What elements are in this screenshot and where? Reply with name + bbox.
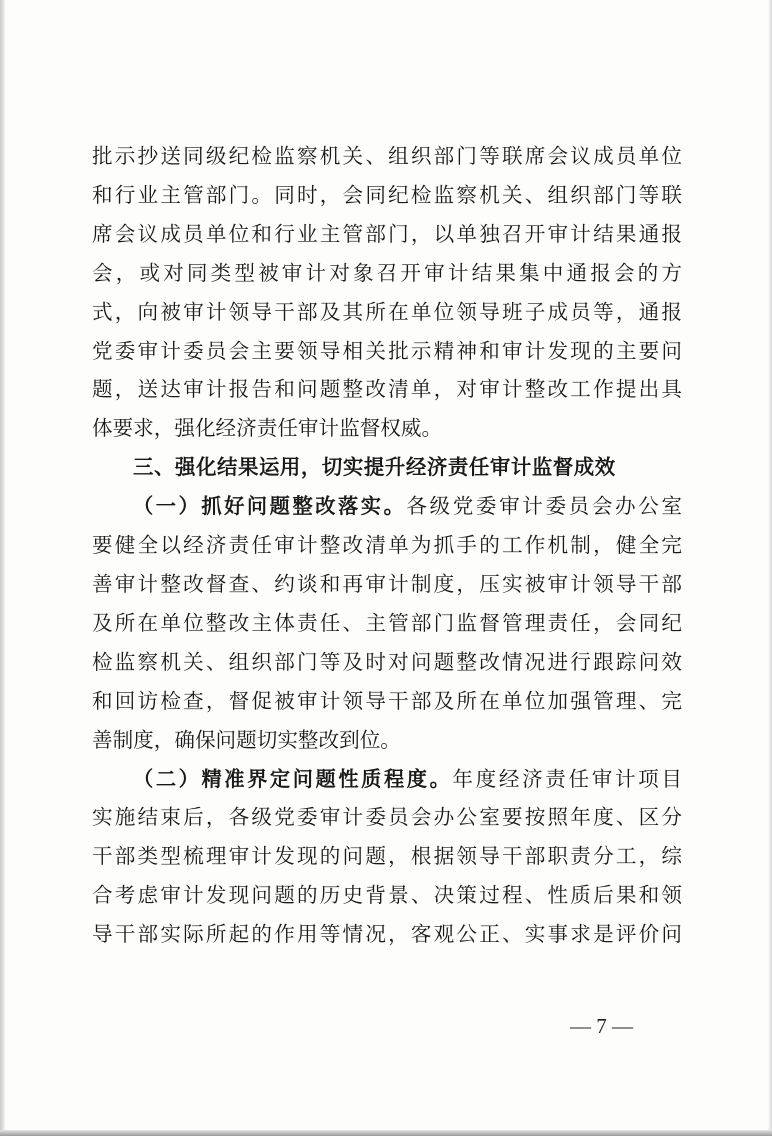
text-line: 合考虑审计发现问题的历史背景、决策过程、性质后果和领 [92, 883, 682, 908]
text-line: 和行业主管部门。同时，会同纪检监察机关、组织部门等联 [92, 182, 682, 207]
scan-left-edge [0, 0, 5, 1136]
paragraph-problem-rectification [92, 487, 682, 759]
paragraph-lead-rest: 各级党委审计委员会办公室 [406, 494, 682, 519]
text-line: 干部类型梳理审计发现的问题，根据领导干部职责分工，综 [92, 844, 682, 869]
text-line: 导干部实际所起的作用等情况，客观公正、实事求是评价问 [92, 922, 682, 947]
text-line: 和回访检查，督促被审计领导干部及所在单位加强管理、完 [92, 688, 682, 713]
text-line: 要健全以经济责任审计整改清单为抓手的工作机制，健全完 [92, 533, 682, 558]
body-text [92, 137, 682, 954]
text-line: 党委审计委员会主要领导相关批示精神和审计发现的主要问 [92, 338, 682, 363]
text-line: 及所在单位整改主体责任、主管部门监督管理责任，会同纪 [92, 610, 682, 635]
text-line: 批示抄送同级纪检监察机关、组织部门等联席会议成员单位 [92, 144, 682, 168]
scan-bottom-edge [0, 1130, 772, 1136]
text-line: 题，送达审计报告和问题整改清单，对审计整改工作提出具 [92, 377, 682, 402]
text-line: 善审计整改督查、约谈和再审计制度，压实被审计领导干部 [92, 571, 682, 596]
page-number: — 7 — [570, 1014, 633, 1038]
text-line [92, 487, 682, 526]
paragraph-lead: （一）抓好问题整改落实。 [133, 494, 407, 519]
text-line: 实施结束后，各级党委审计委员会办公室要按照年度、区分 [92, 805, 682, 830]
text-line: 善制度，确保问题切实整改到位。 [92, 727, 401, 752]
paragraph-lead: （二）精准界定问题性质程度。 [133, 766, 453, 791]
text-line: 席会议成员单位和行业主管部门，以单独召开审计结果通报 [92, 221, 682, 246]
paragraph-continuation [92, 137, 682, 448]
text-line: 式，向被审计领导干部及其所在单位领导班子成员等，通报 [92, 299, 682, 324]
text-line: 检监察机关、组织部门等及时对问题整改情况进行跟踪问效 [92, 649, 682, 674]
text-line: 体要求，强化经济责任审计监督权威。 [92, 416, 443, 441]
paragraph-problem-nature [92, 760, 682, 955]
paragraph-lead-rest: 年度经济责任审计项目 [452, 766, 682, 791]
text-line [92, 760, 682, 799]
section-heading: 三、强化结果运用，切实提升经济责任审计监督成效 [133, 455, 616, 480]
text-line: 会，或对同类型被审计对象召开审计结果集中通报会的方 [92, 260, 682, 285]
scan-right-edge [768, 0, 772, 1136]
